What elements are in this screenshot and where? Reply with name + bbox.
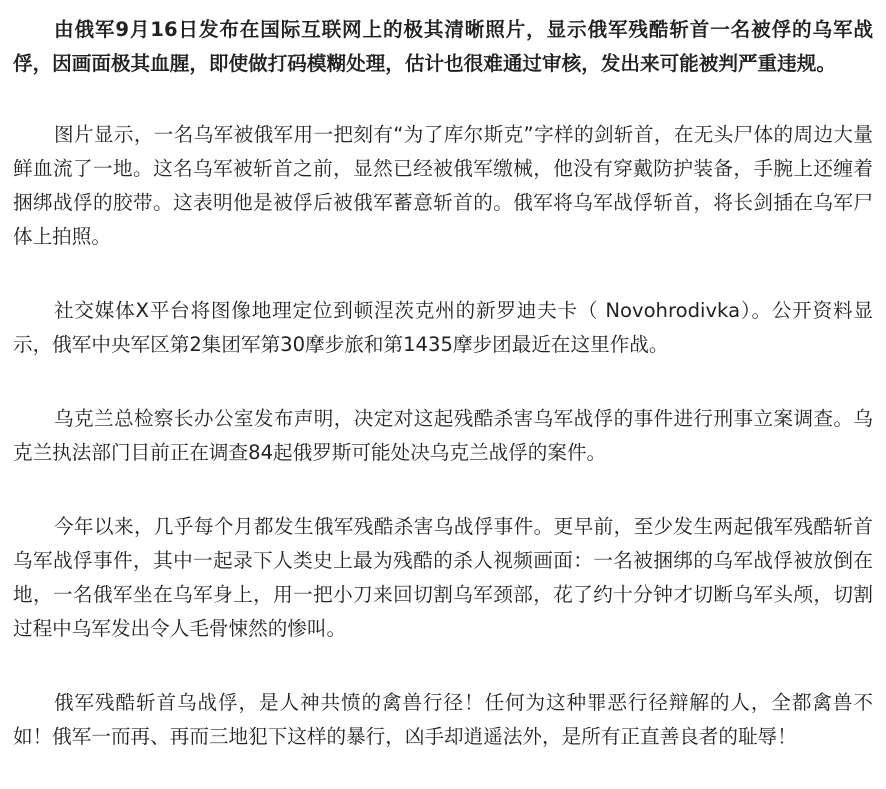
paragraph-investigation: 乌克兰总检察长办公室发布声明，决定对这起残酷杀害乌军战俘的事件进行刑事立案调查。乌克兰执法部门目前正在调查84起俄罗斯可能处决乌克兰战俘的案件。 — [13, 407, 873, 464]
paragraph-history: 今年以来，几乎每个月都发生俄军残酷杀害乌战俘事件。更早前，至少发生两起俄军残酷斩首乌军战俘事件，其中一起录下人类史上最为残酷的杀人视频画面：一名被捆绑的乌军战俘被放倒在地，一名俄军坐在乌军身上，用一把小刀来回切割乌军颈部，花了约十分钟才切断乌军头颅，切割过程中乌军发出令人毛骨悚然的惨叫。 — [13, 515, 873, 640]
paragraph-geolocation: 社交媒体X平台将图像地理定位到顿涅茨克州的新罗迪夫卡（ Novohrodivka）。公开资料显示，俄军中央军区第2集团军第30摩步旅和第1435摩步团最近在这里作战。 — [13, 299, 873, 356]
paragraph-conclusion: 俄军残酷斩首乌战俘，是人神共愤的禽兽行径！任何为这种罪恶行径辩解的人，全都禽兽不如！俄军一而再、再而三地犯下这样的暴行，凶手却逍遥法外，是所有正直善良者的耻辱！ — [13, 691, 873, 748]
lead-paragraph: 由俄军9月16日发布在国际互联网上的极其清晰照片，显示俄军残酷斩首一名被俘的乌军战俘，因画面极其血腥，即使做打码模糊处理，估计也很难通过审核，发出来可能被判严重违规。 — [13, 18, 873, 75]
article-body — [13, 0, 873, 754]
paragraph-image-description: 图片显示，一名乌军被俄军用一把刻有“为了库尔斯克”字样的剑斩首，在无头尸体的周边大量鲜血流了一地。这名乌军被斩首之前，显然已经被俄军缴械，他没有穿戴防护装备，手腕上还缠着捆绑战俘的胶带。这表明他是被俘后被俄军蓄意斩首的。俄军将乌军战俘斩首，将长剑插在乌军尸体上拍照。 — [13, 123, 873, 248]
